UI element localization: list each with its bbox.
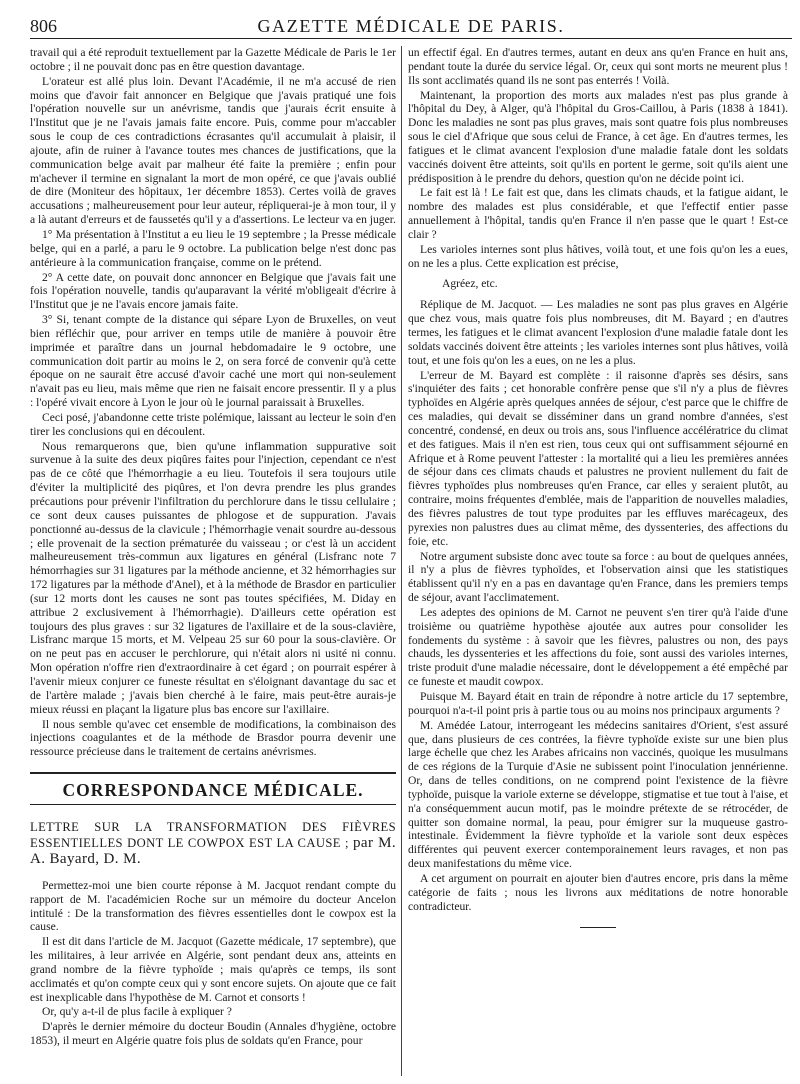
paragraph: 1° Ma présentation à l'Institut a eu lieu le 19 septembre ; la Presse médicale belge, qui en a parlé, a paru le 9 octobre. La publication belge n'est donc pas antérieure à la communication française, comme on le prétend. [30, 227, 396, 269]
paragraph: Maintenant, la proportion des morts aux malades n'est pas plus grande à l'hôpital du Dey, à Alger, qu'à l'hôpital du Gros-Caillou, à Paris (1838 à 1841). Donc les maladies ne sont pas plus graves, mais sont quatre fois plus nombreuses sous le ciel d'Afrique que sous celui de France, à cet âge. En d'autres termes, les fatigues et le climat avancent l'explosion d'une maladie fatale dont les soldats vaccinés doivent être atteints, soit qu'ils en portent le germe, soit qu'ils aient une prédisposition à le prendre du dehors, question qu'on ne décide point ici. [408, 88, 788, 185]
paragraph: Notre argument subsiste donc avec toute sa force : au bout de quelques années, il n'y a plus de fièvres typhoïdes, et l'observation ainsi que les statistiques établissent qu'il n'y en a pas en davantage qu'en France, dans les premiers temps de séjour, avant l'acclimatement. [408, 549, 788, 605]
sign-off: Agréez, etc. [442, 276, 498, 290]
paragraph: Or, qu'y a-t-il de plus facile à expliquer ? [42, 1005, 232, 1019]
page-number: 806 [30, 16, 57, 36]
page-header [30, 12, 792, 39]
paragraph: Il nous semble qu'avec cet ensemble de modifications, la combinaison des injections coagulantes et de la méthode de Brasdor pourra devenir une ressource précieuse dans le traitement de certains anévrismes. [30, 717, 396, 759]
section-heading-box [30, 772, 396, 805]
end-rule [580, 927, 616, 928]
paragraph: travail qui a été reproduit textuellement par la Gazette Médicale de Paris le 1er octobre ; il ne pouvait donc pas en être question davantage. [30, 46, 396, 73]
article-author: par M. A. Bayard, D. M. [30, 834, 396, 867]
column-divider [401, 46, 402, 1076]
journal-title: GAZETTE MÉDICALE DE PARIS. [257, 16, 565, 36]
section-heading: CORRESPONDANCE MÉDICALE. [30, 784, 396, 805]
left-column [30, 46, 396, 1076]
paragraph: A cet argument on pourrait en ajouter bien d'autres encore, pris dans la même catégorie de faits ; nous les livrons aux méditations de notre honorable contradicteur. [408, 871, 788, 913]
article-title [30, 819, 396, 867]
paragraph: D'après le dernier mémoire du docteur Boudin (Annales d'hygiène, octobre 1853), il meurt en Algérie quatre fois plus de soldats qu'en France, pour [30, 1020, 396, 1048]
paragraph: L'erreur de M. Bayard est complète : il raisonne d'après ses désirs, sans s'inquiéter des faits ; cet honorable confrère pense que s'il n'y a plus de fièvres typhoïdes en Algérie après quelques années de séjour, c'est parce que le chiffre de ces maladies, qui devait se disséminer dans un grand nombre d'années, s'est concentré, condensé, en deux ou trois ans, sous l'influence accélératrice du climat et des fatigues. Mais il n'en est rien, tous ceux qui ont suffisamment séjourné en Afrique et à Rome peuvent l'attester : la mortalité qui a lieu les premières années de séjour dans ces climats chauds et palustres ne provient nullement du fait de fièvres typhoïdes plus nombreuses qu'en France, car elles y seraient plutôt, au contraire, moins fréquentes d'emblée, mais de l'apparition de nouvelles maladies, des fièvres palustres de tout type produites par les effluves marécageux, des pyrexies non palustres dues au climat même, des dyssenteries, des affections du foie, etc. [408, 368, 788, 548]
paragraph: Réplique de M. Jacquot. — Les maladies ne sont pas plus graves en Algérie que chez vous, mais quatre fois plus nombreuses, dit M. Bayard ; en d'autres termes, les fatigues et le climat avancent l'explosion d'une maladie fatale dont les soldats vaccinés doivent être atteints ; les varioles internes sont plus hâtives, voilà tout, et une fois qu'on les a eues, on ne les a plus. [408, 298, 788, 367]
paragraph: L'orateur est allé plus loin. Devant l'Académie, il ne m'a accusé de rien moins que d'avoir fait annoncer en Belgique que j'avais pratiqué une fois l'opération nouvelle sur un anévrisme, tandis que j'aurais écrit ensuite à l'Institut que je ne l'avais jamais faite encore. Puis, comme pour m'accabler sous le coup de ces contradictions écrasantes qu'il accumulait à plaisir, il ajoute, afin de ruiner à l'avance toutes mes chances de justifications, que la communication belge avait par malheur été faite la première ; enfin pour m'achever il termine en signalant la mort de mon opéré, ce que j'avais oublié de dire (Moniteur des hôpitaux, 1er décembre 1853). Certes voilà de graves accusations ; malheureusement pour leur auteur, répliquerai-je à mon tour, il y a là autant d'erreurs et de faussetés qu'il y a d'assertions. Le lecteur va en juger. [30, 74, 396, 227]
paragraph: Il est dit dans l'article de M. Jacquot (Gazette médicale, 17 septembre), que les militaires, à leur arrivée en Algérie, sont pendant deux ans, atteints en grand nombre de la fièvre typhoïde ; mais qu'après ce temps, ils sont acclimatés et qu'on compte ceux qui y sont encore sujets. On ajoute que ce fait est inexplicable dans l'hypothèse de M. Carnot et consorts ! [30, 935, 396, 1004]
paragraph: Les varioles internes sont plus hâtives, voilà tout, et une fois qu'on les a eues, on ne les a plus. Cette explication est précise, [408, 242, 788, 270]
paragraph: M. Amédée Latour, interrogeant les médecins sanitaires d'Orient, s'est assuré que, dans plusieurs de ces contrées, la fièvre typhoïde existe sur une bien plus large échelle que chez les Arabes africains non vaccinés, quoique les musulmans de ces régions de la Turquie d'Asie ne subissent point l'inoculation jennérienne. Or, dans de telles conditions, on ne comprend point l'existence de la fièvre typhoïde, puisque la variole externe se développe, stigmatise et tue tout à l'aise, et n'a conséquemment aucun motif, pas le moindre prétexte de se rétrocéder, de quitter son domaine normal, la peau, pour émigrer sur la muqueuse gastro-intestinale. Évidemment la fièvre typhoïde et la variole sont deux espèces différentes qui peuvent exercer contemporainement leurs ravages, et non pas deux manifestations du même vice. [408, 718, 788, 871]
paragraph: Permettez-moi une bien courte réponse à M. Jacquot rendant compte du rapport de M. l'académicien Roche sur un mémoire du docteur Ancelon intitulé : De la transformation des fièvres essentielles dont le cowpox est la cause. [30, 878, 396, 934]
paragraph: Le fait est là ! Le fait est que, dans les climats chauds, et la fatigue aidant, le nombre des malades est plus considérable, et que l'effectif entier passe annuellement à l'hôpital, tandis qu'en France il n'en passe que le quart ! Est-ce clair ? [408, 186, 788, 241]
article-title-text: LETTRE SUR LA TRANSFORMATION DES FIÈVRES ESSENTIELLES DONT LE COWPOX EST LA CAUSE ; [30, 819, 396, 850]
paragraph: 3° Si, tenant compte de la distance qui sépare Lyon de Bruxelles, on veut bien réfléchir que, pour arriver en temps utile de manière à pouvoir être imprimée et paraître dans un journal hebdomadaire le 9 octobre, une communication doit partir au moins le 2, on sera forcé de convenir qu'à cette époque on ne saurait être accusé d'avoir caché une mort qui non-seulement n'avait pas eu lieu, mais même que rien ne faisait encore pressentir. Il y a plus : l'opéré vivait encore à Lyon le jour où le journal paraissait à Bruxelles. [30, 313, 396, 410]
paragraph: un effectif égal. En d'autres termes, autant en deux ans qu'en France en huit ans, pendant toute la durée du service légal. Or, ceux qui sont morts ne meurent plus ! Ils sont acclimatés quand ils ne sont pas enterrés ! Voilà. [408, 46, 788, 87]
paragraph: Nous remarquerons que, bien qu'une inflammation suppurative soit survenue à la suite des deux piqûres faites pour l'injection, cependant ce n'est pas de ce côté que l'hémorrhagie a eu lieu. Toutefois il sera toujours utile d'éviter la multiplicité des piqûres, et l'on devra prendre les plus grandes précautions pour prévenir l'infiltration du perchlorure dans le tissu cellulaire ; ce sont deux causes puissantes de phlogose et de suppuration. J'avais ponctionné au-dessus de la clavicule ; l'hémorrhagie venait sourdre au-dessous ; elle provenait de la section prématurée du vaisseau ; or c'est là un accident malheureusement très-commun aux ligatures en général (Lisfranc note 7 hémorrhagies sur 31 ligatures par la méthode ancienne, et 32 hémorrhagies sur 172 ligatures par la méthode d'Anel), et à la méthode de Brasdor en particulier (sur 12 morts dont les causes ne sont pas toutes spécifiées, M. Diday en attribue 2 exclusivement à l'hémorrhagie). D'ailleurs cette opération est toujours des plus graves : sur 32 ligatures de l'axillaire et de la sous-clavière, Lisfranc marque 15 morts, et M. Velpeau 25 sur 60 pour la sous-clavière. Or on ne peut pas en accuser le perchlorure, qui n'était alors ni usité ni connu. Mon opération n'offre rien d'extraordinaire à cet égard ; on pourrait espérer à l'avenir mieux conjurer ce funeste résultat en s'éloignant davantage du sac et de l'artère malade ; j'avais bien cherché à le faire, mais peut-être aurais-je mieux réussi en plaçant la ligature plus bas encore sur l'axillaire. [30, 439, 396, 716]
paragraph: Les adeptes des opinions de M. Carnot ne peuvent s'en tirer qu'à l'aide d'une troisième ou quatrième hypothèse ajoutée aux autres pour consolider les fondements du système : à savoir que les fièvres, palustres ou non, des pays chauds, les dyssenteries et les affections du foie, sont aussi des varioles internes, triste produit d'une maladie nécessaire, dont le développement a été empêché par ce funeste et maudit cowpox. [408, 605, 788, 689]
right-column [408, 46, 788, 1076]
paragraph: 2° A cette date, on pouvait donc annoncer en Belgique que j'avais fait une fois l'opération nouvelle, tandis qu'auparavant la vérité m'obligeait d'écrire à l'Institut que je ne l'avais encore jamais faite. [30, 270, 396, 312]
paragraph: Puisque M. Bayard était en train de répondre à notre article du 17 septembre, pourquoi n'a-t-il point pris à partie tous ou au moins nos principaux arguments ? [408, 689, 788, 717]
paragraph: Ceci posé, j'abandonne cette triste polémique, laissant au lecteur le soin d'en tirer les conclusions qui en découlent. [30, 410, 396, 438]
